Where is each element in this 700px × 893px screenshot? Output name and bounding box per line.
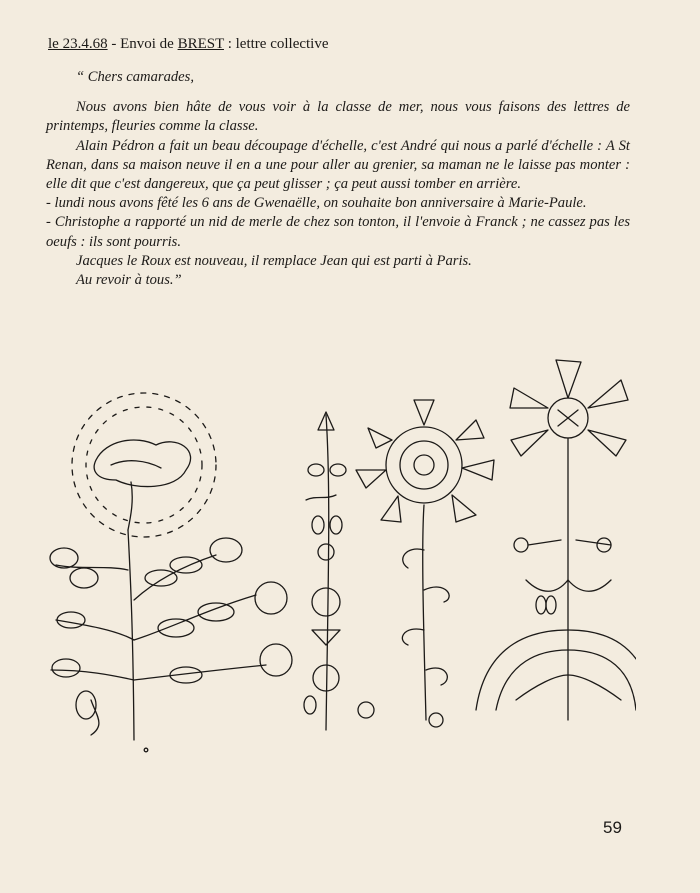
header-date: le 23.4.68 bbox=[48, 36, 108, 52]
flower-drawing-2 bbox=[304, 412, 374, 730]
header-description: : lettre collective bbox=[223, 36, 329, 52]
letter-paragraph-1: Nous avons bien hâte de vous voir à la classe de mer, nous vous faisons des lettres de printemps, fleuries comme la classe. bbox=[46, 99, 630, 135]
flower-drawing-3 bbox=[356, 400, 494, 727]
letter-paragraph-3: - lundi nous avons fêté les 6 ans de Gwenaëlle, on souhaite bon anniversaire à Marie-Paule. bbox=[46, 195, 587, 212]
collective-letter bbox=[46, 68, 630, 290]
children-flower-drawings bbox=[36, 340, 636, 760]
letter-header bbox=[48, 36, 329, 53]
letter-paragraph-5: Jacques le Roux est nouveau, il remplace Jean qui est parti à Paris. bbox=[76, 252, 472, 269]
letter-closing: Au revoir à tous.” bbox=[76, 272, 182, 289]
flower-drawing-4 bbox=[476, 360, 636, 720]
letter-paragraph-4: - Christophe a rapporté un nid de merle de chez son tonton, il l'envoie à Franck ; ne cassez pas les oeufs : ils sont pourris. bbox=[46, 214, 630, 250]
letter-greeting: “ Chers camarades, bbox=[76, 69, 194, 85]
header-city: BREST bbox=[177, 36, 224, 52]
page-number: 59 bbox=[603, 818, 622, 837]
letter-paragraph-2: Alain Pédron a fait un beau découpage d'échelle, c'est André qui nous a parlé d'échelle : A St Renan, dans sa maison neuve il en a une pour aller au grenier, sa maman ne le laisse pas monter : elle dit que c'est dangereux, que ça peut glisser ; ça peut aussi tomber en arrière. bbox=[46, 137, 630, 193]
flower-drawing-1 bbox=[50, 393, 292, 752]
flower-drawings-svg bbox=[36, 340, 636, 760]
header-separator: - Envoi de bbox=[107, 36, 178, 52]
